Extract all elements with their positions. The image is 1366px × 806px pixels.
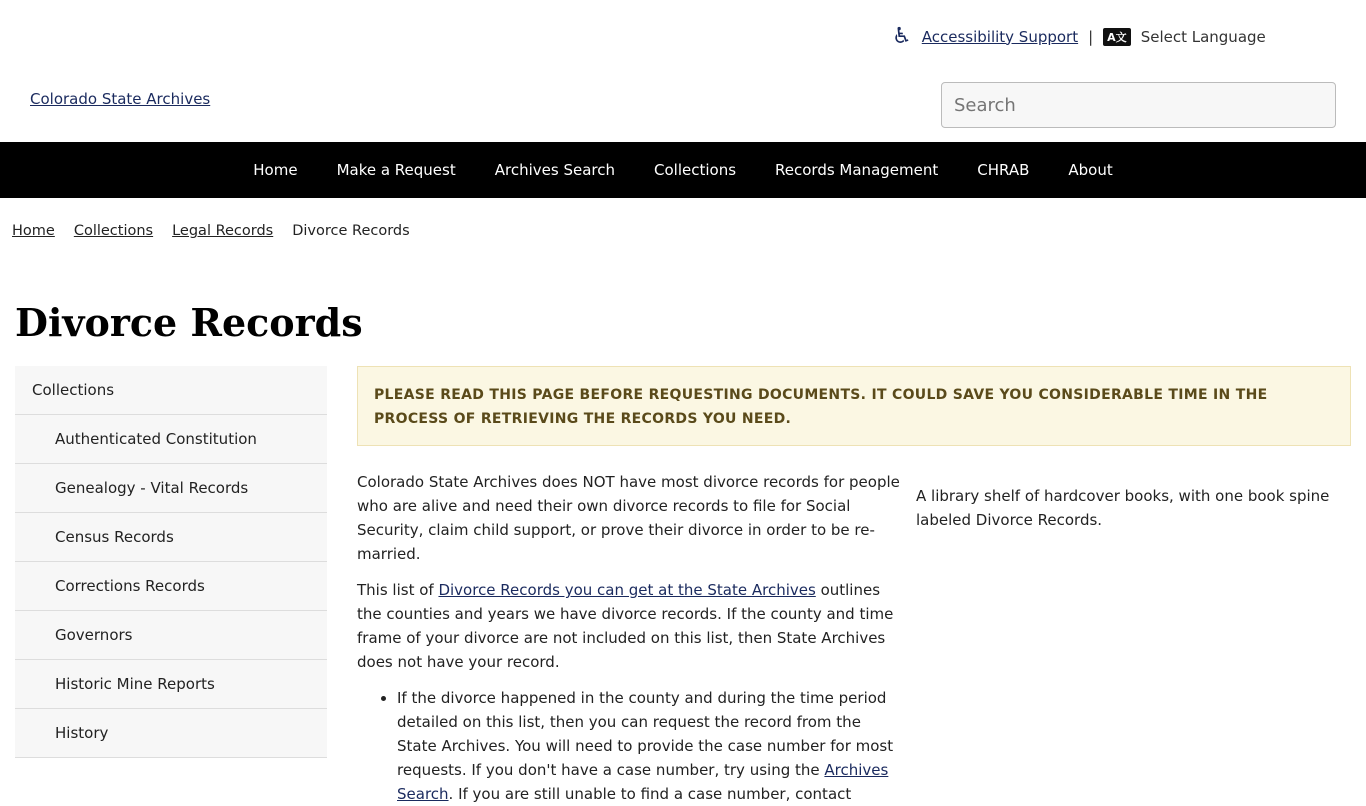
nav-make-request[interactable]: Make a Request [336,161,456,179]
instructions-list [397,686,905,806]
nav-collections[interactable]: Collections [654,161,737,179]
sidebar-item-constitution[interactable]: Authenticated Constitution [15,415,327,464]
main-content [357,470,905,806]
sidebar-item-mine-reports[interactable]: Historic Mine Reports [15,660,327,709]
breadcrumb [12,223,410,239]
nav-about[interactable]: About [1068,161,1113,179]
divorce-records-image: A library shelf of hardcover books, with one book spine labeled Divorce Records. [916,487,1330,529]
utility-bar [892,24,1266,49]
nav-records-management[interactable]: Records Management [775,161,939,179]
separator: | [1088,27,1094,46]
nav-archives-search[interactable]: Archives Search [494,161,615,179]
list-item [397,686,905,806]
main-nav [0,142,1366,198]
breadcrumb-home[interactable]: Home [12,223,55,239]
breadcrumb-collections[interactable]: Collections [73,223,154,239]
nav-chrab[interactable]: CHRAB [977,161,1030,179]
logo-alt-text: Colorado State Archives [30,90,211,108]
breadcrumb-legal-records[interactable]: Legal Records [172,223,274,239]
accessibility-support-link[interactable]: Accessibility Support [921,27,1079,46]
breadcrumb-current: Divorce Records [292,223,410,239]
nav-home[interactable]: Home [253,161,298,179]
sidebar-item-genealogy[interactable]: Genealogy - Vital Records [15,464,327,513]
text: This list of [357,581,439,599]
sidebar-item-corrections[interactable]: Corrections Records [15,562,327,611]
divorce-records-list-link[interactable]: Divorce Records you can get at the State Archives [438,581,816,599]
translate-icon[interactable]: A文 [1103,28,1131,46]
sidebar-item-collections[interactable]: Collections [15,366,327,415]
site-logo-link[interactable] [30,90,210,108]
page-title: Divorce Records [15,300,363,345]
search-input[interactable] [941,82,1336,128]
sidebar-item-governors[interactable]: Governors [15,611,327,660]
text: . If you are still unable to find a case number, contact [448,785,852,803]
accessibility-icon: ♿ [892,24,912,49]
list-paragraph [357,578,905,674]
intro-paragraph: Colorado State Archives does NOT have most divorce records for people who are alive and need their own divorce records to file for Social Security, claim child support, or prove their divorce in order to be re-married. [357,473,900,563]
sidebar [15,366,327,758]
notice-box: PLEASE READ THIS PAGE BEFORE REQUESTING DOCUMENTS. IT COULD SAVE YOU CONSIDERABLE TIME IN THE PROCESS OF RETRIEVING THE RECORDS YOU NEED. [357,366,1351,446]
sidebar-item-census[interactable]: Census Records [15,513,327,562]
text: outlines the counties and years we have divorce records. If the county and time frame of your divorce are not included on this list, then State Archives does not have your record. [357,581,894,671]
archives-search-link[interactable]: Archives Search [397,761,889,803]
text: If the divorce happened in the county and during the time period detailed on this list, then you can request the record from the State Archives. You will need to provide the case number for most requests. If you don't have a case number, try using the [397,689,894,779]
sidebar-item-history[interactable]: History [15,709,327,758]
select-language[interactable]: Select Language [1140,27,1266,46]
